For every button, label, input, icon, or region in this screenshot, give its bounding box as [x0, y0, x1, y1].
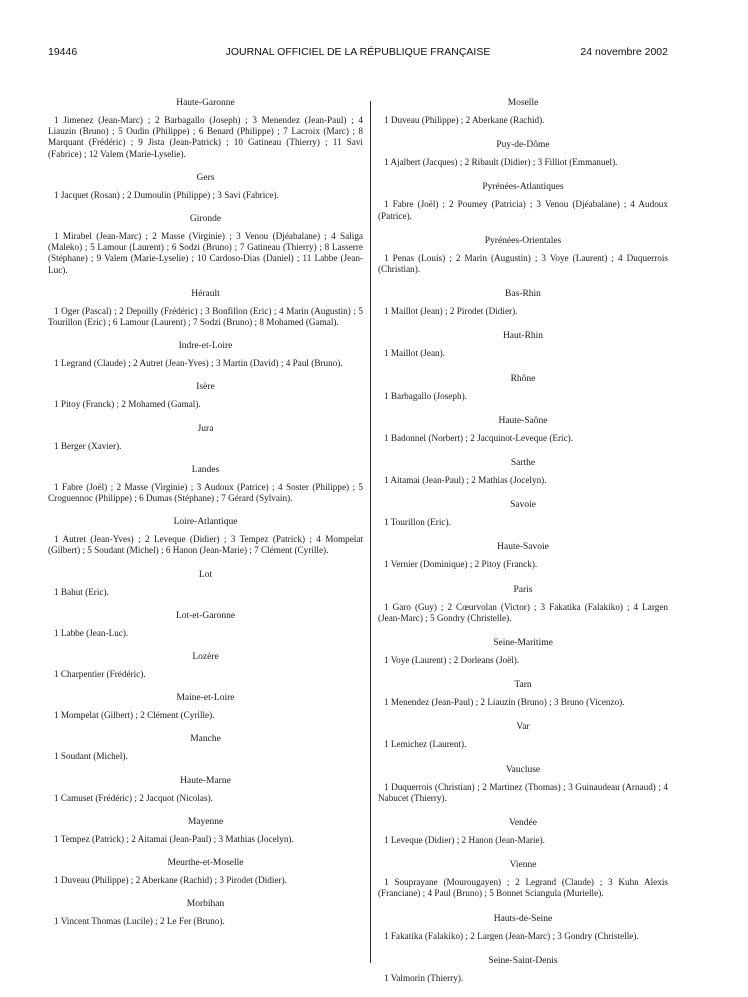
department-section: [378, 235, 668, 275]
candidate-list: 1 Souprayane (Mourougayen) ; 2 Legrand (Claude) ; 3 Kuhn Alexis (Franciane) ; 4 Paul (Bruno) ; 5 Bonnet Sciangula (Murielle).: [378, 877, 668, 899]
department-section: [378, 817, 668, 846]
candidate-list: 1 Aitamai (Jean-Paul) ; 2 Mathias (Jocelyn).: [384, 475, 547, 486]
journal-title: JOURNAL OFFICIEL DE LA RÉPUBLIQUE FRANÇAISE: [225, 46, 491, 58]
department-heading: Var: [516, 722, 530, 733]
department-section: [378, 541, 668, 570]
candidate-list: 1 Voye (Laurent) ; 2 Dorleans (Joël).: [384, 655, 520, 666]
department-heading: Vienne: [509, 860, 537, 871]
department-heading: Mayenne: [187, 816, 224, 827]
department-heading: Loire-Atlantique: [173, 517, 238, 528]
department-heading: Bas-Rhin: [505, 289, 541, 300]
department-heading: Vaucluse: [505, 764, 541, 775]
department-heading: Gironde: [189, 214, 222, 225]
candidate-list: 1 Pitoy (Franck) ; 2 Mohamed (Gamal).: [54, 399, 201, 410]
candidate-list: 1 Garo (Guy) ; 2 Cœurvolan (Victor) ; 3 Fakatika (Falakiko) ; 4 Largen (Jean-Marc) ; 5 Gondry (Christelle).: [378, 601, 668, 623]
department-section: [48, 288, 363, 328]
department-heading: Morbihan: [186, 899, 225, 910]
candidate-list: 1 Oger (Pascal) ; 2 Depoilly (Frédéric) ; 3 Bonfillon (Eric) ; 4 Marin (Augustin) ; 5 Tourillon (Eric) ; 6 Lamour (Laurent) ; 7 Sodzi (Bruno) ; 8 Mohamed (Gamal).: [48, 305, 363, 328]
department-section: [378, 955, 668, 984]
department-section: [378, 499, 668, 528]
department-heading: Sarthe: [510, 458, 536, 469]
left-column: [48, 97, 363, 939]
candidate-list: 1 Penas (Louis) ; 2 Marin (Augustin) ; 3 Voye (Laurent) ; 4 Duquerrois (Christian).: [378, 252, 668, 275]
department-heading: Indre-et-Loire: [178, 341, 233, 352]
candidate-list: 1 Labbe (Jean-Luc).: [54, 627, 129, 638]
department-section: [48, 340, 363, 369]
publication-date: 24 novembre 2002: [580, 46, 668, 58]
candidate-list: 1 Lemichez (Laurent).: [384, 739, 467, 750]
department-heading: Gers: [196, 172, 215, 183]
department-heading: Hauts-de-Seine: [493, 913, 553, 924]
candidate-list: 1 Tempez (Patrick) ; 2 Aitamai (Jean-Paul) ; 3 Mathias (Jocelyn).: [54, 833, 294, 844]
department-heading: Haute-Savoie: [497, 542, 549, 553]
department-section: [378, 637, 668, 666]
department-section: [48, 569, 363, 598]
candidate-list: 1 Berger (Xavier).: [54, 440, 122, 451]
candidate-list: 1 Maillot (Jean) ; 2 Pirodet (Didier).: [384, 306, 518, 317]
department-section: [48, 692, 363, 721]
department-heading: Maine-et-Loire: [176, 693, 235, 704]
department-heading: Haut-Rhin: [502, 331, 544, 342]
department-heading: Jura: [197, 423, 214, 434]
department-section: [378, 764, 668, 804]
candidate-list: 1 Jacquet (Rosan) ; 2 Dumoulin (Philippe) ; 3 Savi (Fabrice).: [54, 189, 279, 200]
department-heading: Landes: [191, 464, 220, 475]
department-heading: Lozère: [192, 652, 219, 663]
department-heading: Savoie: [510, 500, 536, 511]
department-section: [48, 816, 363, 845]
candidate-list: 1 Vincent Thomas (Lucile) ; 2 Le Fer (Bruno).: [54, 916, 225, 927]
candidate-list: 1 Menendez (Jean-Paul) ; 2 Liauzin (Bruno) ; 3 Bruno (Vicenzo).: [384, 697, 625, 708]
candidate-list: 1 Duquerrois (Christian) ; 2 Martinez (Thomas) ; 3 Guinaudeau (Arnaud) ; 4 Nabucet (Thierry).: [378, 781, 668, 803]
department-section: [48, 651, 363, 680]
department-heading: Seine-Maritime: [493, 638, 553, 649]
candidate-list: 1 Autret (Jean-Yves) ; 2 Leveque (Didier) ; 3 Tempez (Patrick) ; 4 Mompelat (Gilbert) ; 5 Soudant (Michel) ; 6 Hanon (Jean-Marie) ; 7 Clément (Cyrille).: [48, 534, 363, 556]
department-heading: Paris: [513, 584, 533, 595]
department-heading: Lot: [198, 569, 213, 580]
department-heading: Haute-Marne: [180, 775, 231, 786]
candidate-list: 1 Barbagallo (Joseph).: [384, 390, 467, 401]
candidate-list: 1 Mirabel (Jean-Marc) ; 2 Masse (Virginie) ; 3 Venou (Djéabalane) ; 4 Saliga (Maleko) ; 5 Lamour (Laurent) ; 6 Sodzi (Bruno) ; 7 Gatineau (Thierry) ; 8 Lasserre (Stéphane) ; 9 Valem (Marie-Lyselie) ; 10 Cardoso-Dias (Daniel) ; 11 Labbe (Jean-Luc).: [48, 231, 363, 275]
department-heading: Pyrénées-Orientales: [484, 235, 562, 246]
department-section: [378, 330, 668, 359]
department-heading: Moselle: [507, 98, 539, 108]
department-section: [378, 139, 668, 168]
department-heading: Puy-de-Dôme: [496, 140, 550, 151]
department-heading: Pyrénées-Atlantiques: [482, 182, 564, 193]
department-section: [48, 733, 363, 762]
department-section: [378, 97, 668, 126]
department-heading: Lot-et-Garonne: [175, 610, 236, 621]
department-section: [378, 457, 668, 486]
candidate-list: 1 Jimenez (Jean-Marc) ; 2 Barbagallo (Joseph) ; 3 Menendez (Jean-Paul) ; 4 Liauzin (Bruno) ; 5 Oudin (Philippe) ; 6 Benard (Philippe) ; 7 Lacroix (Marc) ; 8 Marquant (Frédéric) ; 9 Jista (Jean-Patrick) ; 10 Gatineau (Thierry) ; 11 Savi (Fabrice) ; 12 Valem (Marie-Lyselie).: [48, 115, 363, 159]
department-section: [378, 181, 668, 221]
department-heading: Hérault: [191, 288, 220, 299]
department-section: [48, 423, 363, 452]
department-heading: Meurthe-et-Moselle: [167, 858, 244, 869]
department-heading: Haute-Saône: [498, 415, 548, 426]
department-section: [378, 373, 668, 402]
department-heading: Rhône: [510, 373, 536, 384]
department-section: [48, 775, 363, 804]
candidate-list: 1 Soudant (Michel).: [54, 751, 128, 762]
candidate-list: 1 Charpentier (Frédéric).: [54, 669, 146, 680]
department-section: [48, 857, 363, 886]
candidate-list: 1 Duveau (Philippe) ; 2 Aberkane (Rachid).: [384, 115, 545, 125]
page-header: [48, 46, 668, 60]
department-section: [378, 584, 668, 624]
department-section: [48, 172, 363, 201]
department-section: [378, 679, 668, 708]
candidate-list: 1 Mompelat (Gilbert) ; 2 Clément (Cyrille).: [54, 710, 215, 721]
department-section: [378, 859, 668, 899]
candidate-list: 1 Valmorin (Thierry).: [384, 972, 464, 983]
candidate-list: 1 Bahut (Eric).: [54, 586, 109, 597]
department-section: [378, 288, 668, 317]
candidate-list: 1 Legrand (Claude) ; 2 Autret (Jean-Yves) ; 3 Martin (David) ; 4 Paul (Bruno).: [54, 358, 343, 369]
department-section: [48, 898, 363, 927]
department-section: [378, 913, 668, 942]
department-heading: Vendée: [509, 818, 537, 829]
column-divider: [370, 101, 371, 963]
candidate-list: 1 Ajalbert (Jacques) ; 2 Ribault (Didier) ; 3 Filliot (Emmanuel).: [384, 157, 618, 168]
department-section: [378, 721, 668, 750]
department-heading: Tarn: [514, 680, 532, 691]
department-heading: Haute-Garonne: [176, 98, 235, 108]
candidate-list: 1 Badonnel (Norbert) ; 2 Jacquinot-Leveque (Eric).: [384, 432, 574, 443]
candidate-list: 1 Vernier (Dominique) ; 2 Pitoy (Franck).: [384, 559, 538, 570]
department-section: [48, 381, 363, 410]
page-number: 19446: [48, 46, 78, 58]
right-column: [378, 97, 668, 997]
department-heading: Seine-Saint-Denis: [488, 955, 558, 966]
candidate-list: 1 Tourillon (Eric).: [384, 517, 451, 528]
department-section: [48, 464, 363, 504]
candidate-list: 1 Camuset (Frédéric) ; 2 Jacquot (Nicolas).: [54, 792, 213, 803]
candidate-list: 1 Maillot (Jean).: [384, 348, 445, 359]
department-heading: Isère: [196, 382, 215, 393]
department-section: [48, 610, 363, 639]
candidate-list: 1 Fabre (Joël) ; 2 Masse (Virginie) ; 3 Audoux (Patrice) ; 4 Soster (Philippe) ; 5 Croguennoc (Philippe) ; 6 Dumas (Stéphane) ; 7 Gérard (Sylvain).: [48, 481, 363, 504]
department-section: [378, 415, 668, 444]
department-section: [48, 516, 363, 556]
candidate-list: 1 Duveau (Philippe) ; 2 Aberkane (Rachid) ; 3 Pirodet (Didier).: [54, 875, 287, 886]
department-section: [48, 97, 363, 160]
candidate-list: 1 Fakatika (Falakiko) ; 2 Largen (Jean-Marc) ; 3 Gondry (Christelle).: [384, 930, 639, 941]
department-section: [48, 213, 363, 276]
candidate-list: 1 Leveque (Didier) ; 2 Hanon (Jean-Marie).: [384, 835, 545, 846]
candidate-list: 1 Fabre (Joël) ; 2 Poumey (Patricia) ; 3 Venou (Djéabalane) ; 4 Audoux (Patrice).: [378, 199, 668, 221]
department-heading: Manche: [190, 734, 221, 745]
